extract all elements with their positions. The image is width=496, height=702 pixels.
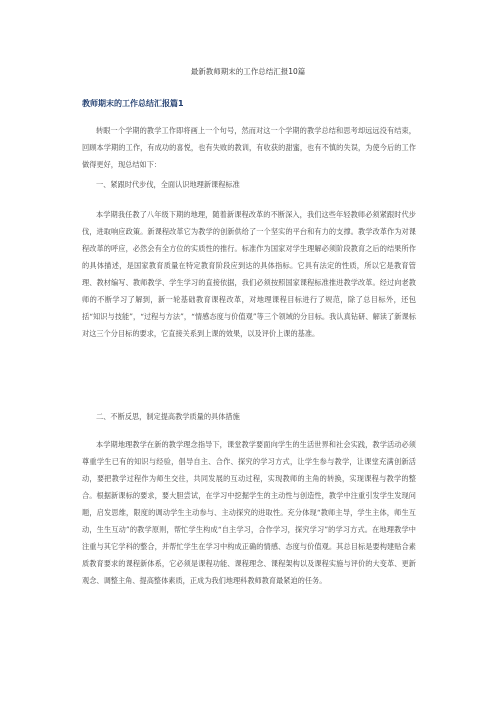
section-title: 教师期末的工作总结汇报篇1 — [82, 99, 184, 108]
heading-2: 二、不断反思，制定提高教学质量的具体措施 — [96, 412, 240, 421]
document-title: 最新教师期末的工作总结汇报10篇 — [190, 67, 306, 76]
paragraph-2: 本学期地理教学在新的教学理念指导下，课堂教学要面向学生的生活世界和社会实践，教学活动必须尊重学生已有的知识与经验，倡导自主、合作、探究的学习方式，让学生参与教学，让课堂充满创新活动，要把教学过程作为师生交往，共同发展的互动过程，实现教师的主角的转换，实现课程与教学的整合。根据新课标的要求，要大胆尝试，在学习中挖掘学生的主动性与创造性，教学中注重引发学生发现问题，启发思维，限度的调动学生主动参与、主动探究的进取性。充分体现“教师主导，学生主体，师生互动，生生互动”的教学原则，帮忙学生构成“自主学习，合作学习，探究学习”的学习方式。在地理教学中注重与其它学科的整合，并帮忙学生在学习中构成正确的情感、态度与价值观。其总目标是要构建贴合素质教育要求的课程新体系，它必须是课程功能、课程理念、课程架构以及课程实施与评价的大变革、更新观念、调整主角、提高整体素质，正成为我们地理科教师教育最紧迫的任务。 — [82, 440, 416, 585]
heading-1: 一、紧跟时代步伐，全面认识地理新课程标准 — [96, 180, 240, 189]
intro-paragraph: 转眼一个学期的教学工作即将画上一个句号，然而对这一个学期的教学总结和思考却远远没有结束，回顾本学期的工作，有成功的喜悦，也有失败的教训，有收获的甜蜜，也有不慎的失误，为使今后的工作做得更好，现总结如下： — [82, 126, 416, 169]
paragraph-1: 本学期我任教了八年级下期的地理，随着新课程改革的不断深入，我们这些年轻教师必须紧跟时代步伐，进取响应政策。新课程改革它为教学的创新供给了一个坚实的平台和有力的支撑。教学改革作为对课程改革的呼应，必然会有全方位的实质性的推行。标准作为国家对学生理解必须阶段教育之后的结果所作的具体描述，是国家教育质量在特定教育阶段应到达的具体指标。它具有法定的性质，所以它是教育管理、教材编写、教师教学、学生学习的直接依据，我们必须按照国家课程标准推进教学改革。经过向老教师的不断学习了解到，新一轮基础教育课程改革，对地理课程目标进行了规范，除了总目标外，还包括“知识与技能”，“过程与方法”，“情感态度与价值观”等三个领域的分目标。我认真钻研、解读了新课标对这三个分目标的要求，它直接关系到上课的效果，以及评价上课的基准。 — [82, 210, 416, 338]
